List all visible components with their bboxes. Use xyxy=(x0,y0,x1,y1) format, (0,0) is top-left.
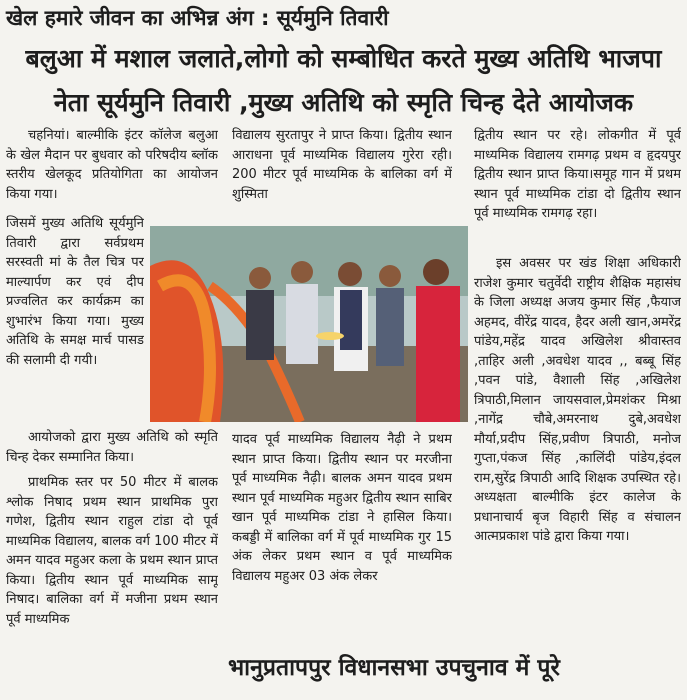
column-2-bottom xyxy=(232,430,452,646)
column-1-body xyxy=(6,428,218,648)
kicker-headline: खेल हमारे जीवन का अभिन्न अंग : सूर्यमुनि तिवारी xyxy=(6,6,389,30)
column-1-paragraph-2: आयोजको द्वारा मुख्य अतिथि को स्मृति चिन्ह देकर सम्मानित किया। xyxy=(6,430,218,465)
column-1-wrap xyxy=(6,214,144,422)
column-3-body xyxy=(474,254,681,646)
news-photo xyxy=(150,226,468,422)
column-3-top xyxy=(474,126,681,226)
column-2-bottom-text: यादव पूर्व माध्यमिक विद्यालय नैढ़ी ने प्रथम स्थान प्राप्त किया। द्वितीय स्थान पर मरजीना पूर्व माध्यमिक नैढ़ी। बालक अमन यादव प्रथम स्थान पूर्व माध्यमिक महुअर द्वितीय स्थान साबिर खान पूर्व माध्यमिक टांडा ने हासिल किया। कबड्डी में बालिका वर्ग में पूर्व माध्यमिक गुर 15 अंक लेकर प्रथम स्थान व पूर्व माध्यमिक विद्यालय महुअर 03 अंक लेकर xyxy=(232,432,452,584)
main-headline-line-2: नेता सूर्यमुनि तिवारी ,मुख्य अतिथि को स्मृति चिन्ह देते आयोजक xyxy=(53,88,634,117)
next-article-headline: भानुप्रतापपुर विधानसभा उपचुनाव में पूरे xyxy=(228,655,560,681)
news-photo-illustration xyxy=(150,226,468,422)
column-1-intro xyxy=(6,126,218,226)
column-1-paragraph-3: प्राथमिक स्तर पर 50 मीटर में बालक श्लोक निषाद प्रथम स्थान प्राथमिक पुरा गणेश, द्वितीय स्थान राहुल टांडा दो पूर्व माध्यमिक विद्यालय, बालक वर्ग 100 मीटर में अमन यादव महुअर कला के प्रथम स्थान प्राप्त किया। द्वितीय स्थान पूर्व माध्यमिक सामू निषाद। बालिका वर्ग में मजीना प्रथम स्थान पूर्व माध्यमिक xyxy=(6,475,218,627)
main-headline-line-1: बलुआ में मशाल जलाते,लोगो को सम्बोधित करते मुख्य अतिथि भाजपा xyxy=(25,44,662,73)
column-2-top xyxy=(232,126,452,222)
column-3-top-text: द्वितीय स्थान पर रहे। लोकगीत में पूर्व माध्यमिक विद्यालय रामगढ़ प्रथम व हृदयपुर द्वितीय स्थान प्राप्त किया।समूह गान में प्रथम स्थान पूर्व माध्यमिक टांडा दो द्वितीय स्थान पूर्व माध्यमिक रामगढ़ रहा। xyxy=(474,128,681,221)
column-1-wrap-text: जिसमें मुख्य अतिथि सूर्यमुनि तिवारी द्वारा सर्वप्रथम सरस्वती मां के तैल चित्र पर माल्यार्पण कर एवं दीप प्रज्वलित कर कार्यक्रम का शुभारंभ किया गया। मुख्य अतिथि के समक्ष मार्च पासड की सलामी दी गयी। xyxy=(6,216,144,368)
column-3-paragraph-2: इस अवसर पर खंड शिक्षा अधिकारी राजेश कुमार चतुर्वेदी राष्ट्रीय शैक्षिक महासंघ के जिला अध्यक्ष अजय कुमार सिंह ,फैयाज अहमद, वीरेंद्र यादव, हैदर अली खान,अमरेंद्र पांडेय,महेंद्र यादव अखिलेश श्रीवास्तव ,ताहिर अली ,अवधेश यादव ,, बब्बू सिंह ,पवन पांडे, वैशाली सिंह ,अखिलेश त्रिपाठी,मिलान जायसवाल,प्रेमशंकर मिश्रा ,नागेंद्र चौबे,अमरनाथ दुबे,अवधेश मौर्या,प्रदीप सिंह,प्रवीण त्रिपाठी, मनोज गुप्ता,पंकज सिंह ,कालिंदी पांडेय,इंदल राम,सुरेंद्र त्रिपाठी आदि शिक्षक उपस्थित रहे। अध्यक्षता बाल्मीकि इंटर कालेज के प्रधानाचार्य बृज विहारी सिंह व संचालन आत्मप्रकाश पांडे द्वारा किया गया। xyxy=(474,256,681,544)
column-1-intro-text: चहनियां। बाल्मीकि इंटर कॉलेज बलुआ के खेल मैदान पर बुधवार को परिषदीय ब्लॉक स्तरीय खेलकूद प्रतियोगिता का आयोजन किया गया। xyxy=(6,128,218,202)
column-2-top-text: विद्यालय सुरतापुर ने प्राप्त किया। द्वितीय स्थान आराधना पूर्व माध्यमिक विद्यालय गुरेरा रही। 200 मीटर पूर्व माध्यमिक के बालिका वर्ग में शुस्मिता xyxy=(232,128,452,202)
